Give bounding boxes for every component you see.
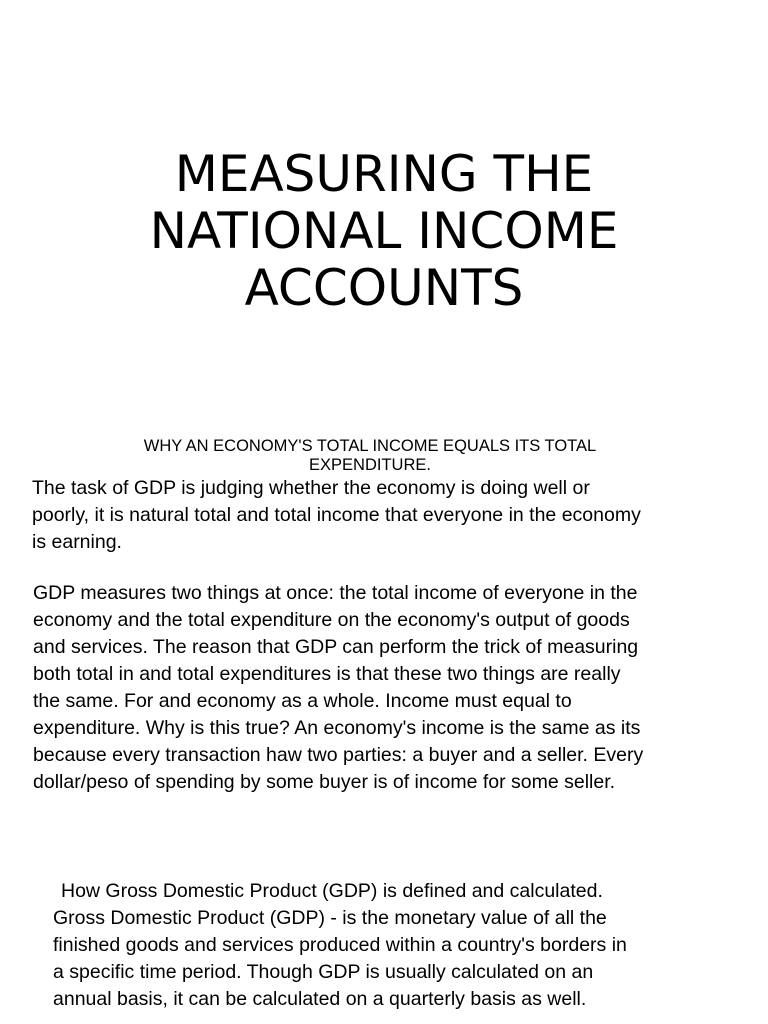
title-line: ACCOUNTS: [244, 258, 524, 317]
paragraph-line: dollar/peso of spending by some buyer is of income for some seller.: [33, 771, 616, 793]
section-heading-line: WHY AN ECONOMY'S TOTAL INCOME EQUALS ITS TOTAL: [143, 437, 597, 455]
paragraph-line: both total in and total expenditures is that these two things are really: [33, 663, 621, 685]
section-heading-line: EXPENDITURE.: [309, 456, 431, 474]
title-line: NATIONAL INCOME: [149, 201, 619, 260]
paragraph-line: expenditure. Why is this true? An economy's income is the same as its: [33, 717, 641, 739]
paragraph-line: because every transaction haw two parties: a buyer and a seller. Every: [33, 744, 644, 766]
paragraph-line: annual basis, it can be calculated on a quarterly basis as well.: [53, 988, 587, 1010]
paragraph-gdp-measures: [33, 580, 743, 796]
paragraph-gdp-definition: [53, 878, 743, 1013]
paragraph-line: finished goods and services produced within a country's borders in: [53, 934, 627, 956]
paragraph-line: GDP measures two things at once: the total income of everyone in the: [33, 582, 638, 604]
paragraph-line: a specific time period. Though GDP is usually calculated on an: [53, 961, 594, 983]
paragraph-line: the same. For and economy as a whole. Income must equal to: [33, 690, 572, 712]
page-title: [0, 146, 768, 317]
paragraph-gdp-task: [32, 475, 742, 556]
title-line: MEASURING THE: [174, 144, 594, 203]
paragraph-line: poorly, it is natural total and total income that everyone in the economy: [32, 504, 641, 526]
paragraph-line: The task of GDP is judging whether the economy is doing well or: [32, 477, 590, 499]
paragraph-line: Gross Domestic Product (GDP) - is the monetary value of all the: [53, 907, 607, 929]
paragraph-line: economy and the total expenditure on the economy's output of goods: [33, 609, 630, 631]
paragraph-line: and services. The reason that GDP can perform the trick of measuring: [33, 636, 639, 658]
section-heading: [90, 437, 650, 475]
paragraph-line: How Gross Domestic Product (GDP) is defined and calculated.: [61, 880, 603, 902]
paragraph-line: is earning.: [32, 531, 122, 553]
